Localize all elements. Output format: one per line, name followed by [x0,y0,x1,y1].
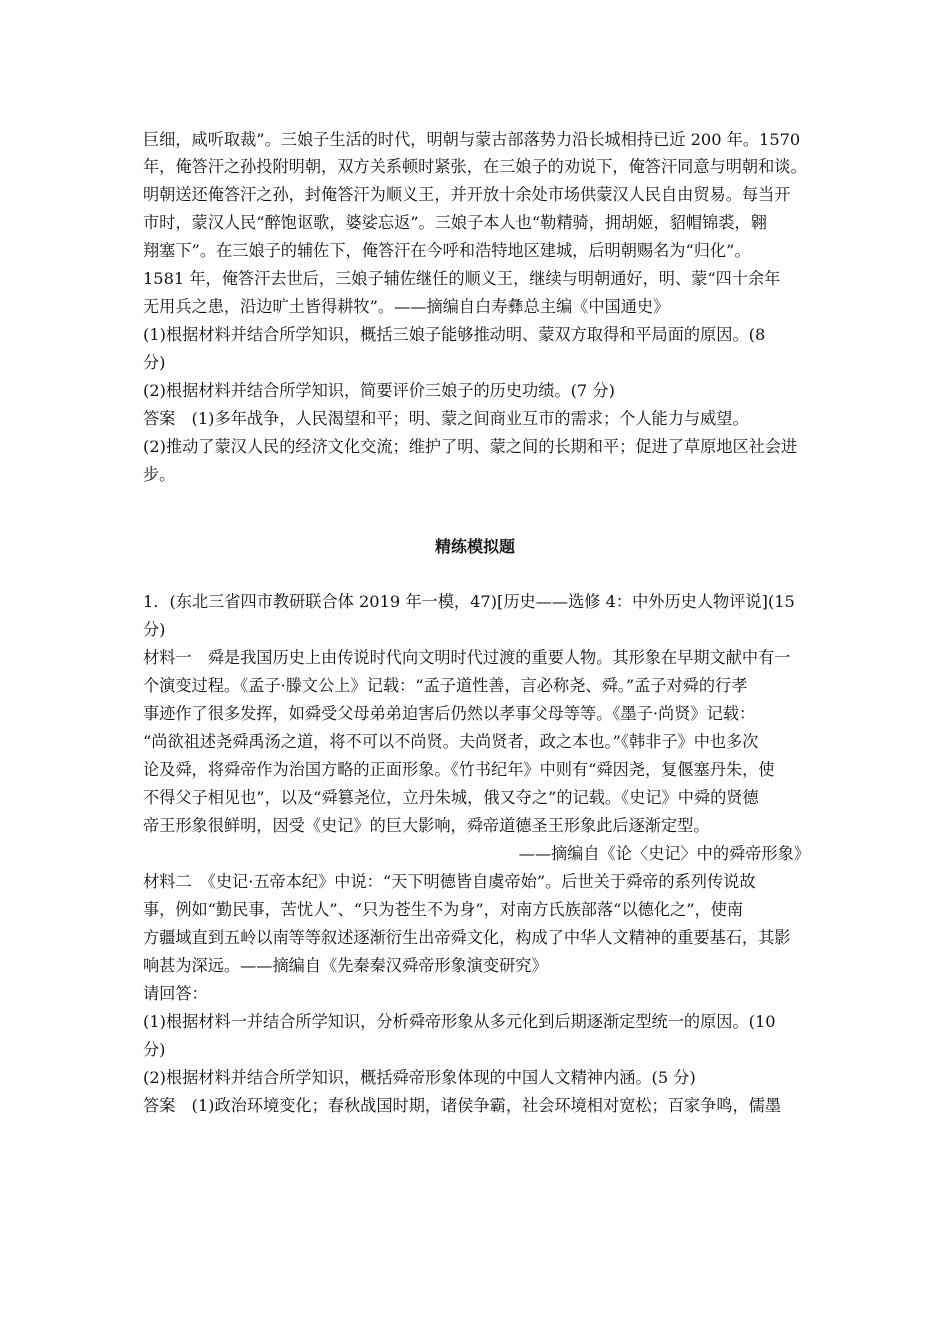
question-header: 1．(东北三省四市教研联合体 2019 年一模，47)[历史——选修 4：中外历史人物评说](15 [143,592,795,611]
passage-line: 明朝送还俺答汗之孙，封俺答汗为顺义王，并开放十余处市场供蒙汉人民自由贸易。每当开 [143,185,791,204]
material-two-line: 响甚为深远。——摘编自《先秦秦汉舜帝形象演变研究》 [143,956,548,975]
passage-line: 无用兵之患，沿边旷土皆得耕牧”。——摘编自白寿彝总主编《中国通史》 [143,297,670,316]
material-one-line: 帝王形象很鲜明，因受《史记》的巨大影响，舜帝道德圣王形象此后逐渐定型。 [143,816,710,835]
material-one-line: 论及舜，将舜帝作为治国方略的正面形象。《竹书纪年》中则有“舜因尧，复偃塞丹朱，使 [143,760,775,779]
answer-line: 答案 (1)多年战争，人民渴望和平；明、蒙之间商业互市的需求；个人能力与威望。 [143,409,749,428]
material-one-line: 不得父子相见也”，以及“舜篡尧位，立丹朱城，俄又夺之”的记载。《史记》中舜的贤德 [143,788,759,807]
question-line: (1)根据材料一并结合所学知识，分析舜帝形象从多元化到后期逐渐定型统一的原因。(10 [143,1012,776,1031]
passage-line: 市时，蒙汉人民“醉饱讴歌，婆娑忘返”。三娘子本人也“勒精骑，拥胡姬，貂帽锦裘，翱 [143,213,767,232]
answer-prompt: 请回答： [143,984,208,1003]
passage-line: 年，俺答汗之孙投附明朝，双方关系顿时紧张，在三娘子的劝说下，俺答汗同意与明朝和谈。 [143,157,807,176]
question-line: (2)根据材料并结合所学知识，概括舜帝形象体现的中国人文精神内涵。(5 分) [143,1068,696,1087]
question-line: 分) [143,353,166,372]
passage-line: 翔塞下”。在三娘子的辅佐下，俺答汗在今呼和浩特地区建城，后明朝赐名为“归化”。 [143,241,751,260]
section-heading: 精练模拟题 [434,537,515,556]
answer-line: 步。 [143,465,176,484]
passage-line: 巨细，咸听取裁”。三娘子生活的时代，明朝与蒙古部落势力沿长城相持已近 200 年。1570 [143,130,801,149]
material-one-line: 个演变过程。《孟子·滕文公上》记载：“孟子道性善，言必称尧、舜。”孟子对舜的行孝 [143,676,748,695]
answer-line: 答案 (1)政治环境变化；春秋战国时期，诸侯争霸，社会环境相对宽松；百家争鸣，儒墨 [143,1096,782,1115]
question-line: (1)根据材料并结合所学知识，概括三娘子能够推动明、蒙双方取得和平局面的原因。(8 [143,325,766,344]
question-line: 分) [143,1040,166,1059]
material-two-line: 材料二 《史记·五帝本纪》中说：“天下明德皆自虞帝始”。后世关于舜帝的系列传说故 [143,872,756,891]
material-two-line: 事，例如“勤民事，苦忧人”、“只为苍生不为身”，对南方氏族部落“以德化之”，使南 [143,900,744,919]
passage-line: 1581 年，俺答汗去世后，三娘子辅佐继任的顺义王，继续与明朝通好，明、蒙“四十余年 [143,269,781,288]
answer-line: (2)推动了蒙汉人民的经济文化交流；维护了明、蒙之间的长期和平；促进了草原地区社会进 [143,437,798,456]
material-one-source: ——摘编自《论〈史记〉中的舜帝形象》 [518,844,810,863]
question-header: 分) [143,620,166,639]
material-one-line: “尚欲祖述尧舜禹汤之道，将不可以不尚贤。夫尚贤者，政之本也。”《韩非子》中也多次 [143,732,759,751]
material-one-line: 事迹作了很多发挥，如舜受父母弟弟迫害后仍然以孝事父母等等。《墨子·尚贤》记载： [143,704,756,723]
question-line: (2)根据材料并结合所学知识，简要评价三娘子的历史功绩。(7 分) [143,381,615,400]
material-two-line: 方疆域直到五岭以南等等叙述逐渐衍生出帝舜文化，构成了中华人文精神的重要基石，其影 [143,928,791,947]
material-one-line: 材料一 舜是我国历史上由传说时代向文明时代过渡的重要人物。其形象在早期文献中有一 [143,648,791,667]
